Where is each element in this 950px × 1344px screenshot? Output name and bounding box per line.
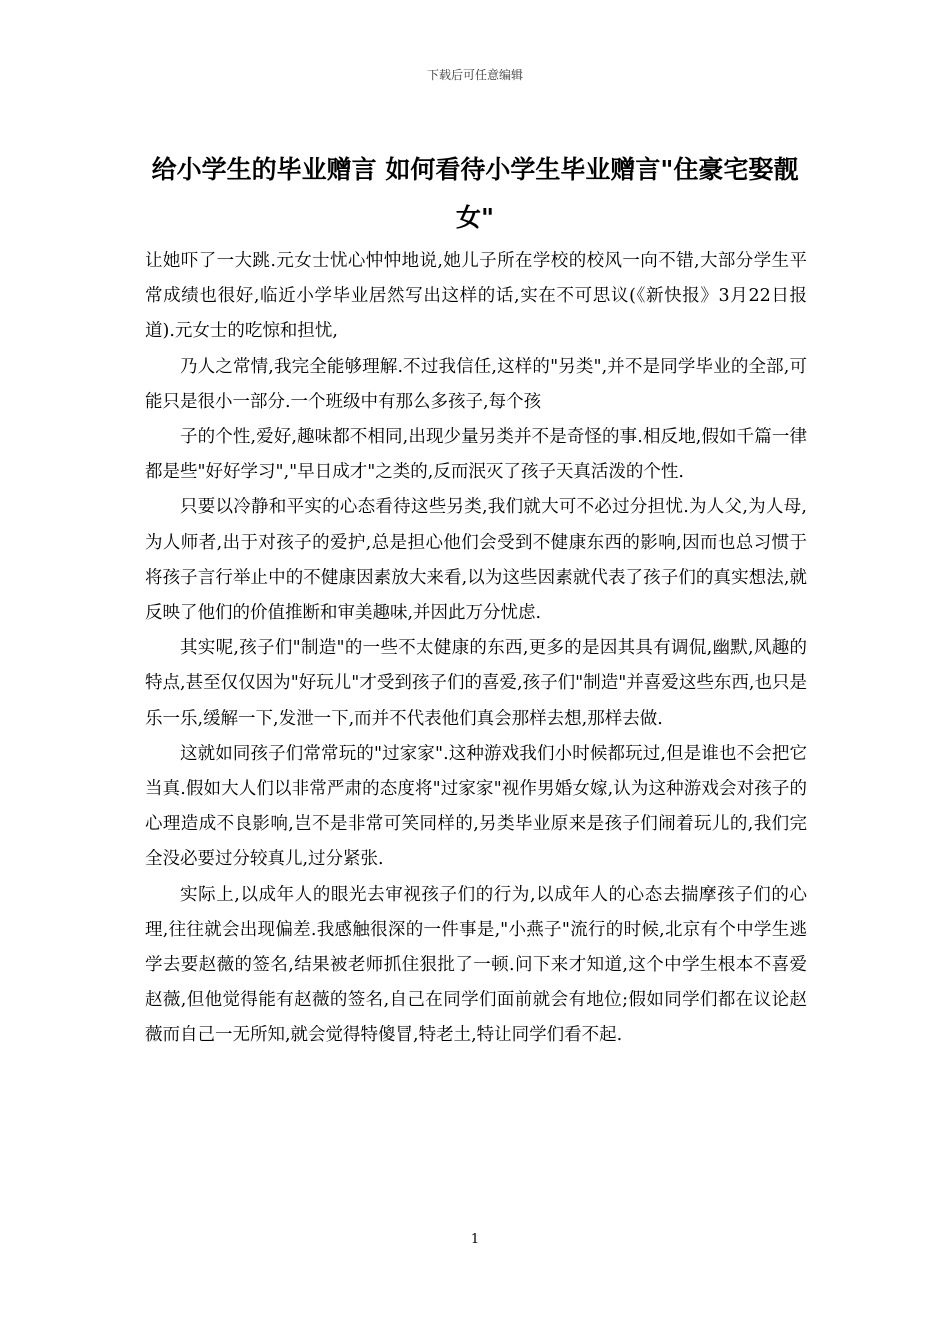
paragraph-5: 其实呢,孩子们"制造"的一些不太健康的东西,更多的是因其具有调侃,幽默,风趣的特点,甚至仅仅因为"好玩儿"才受到孩子们的喜爱,孩子们"制造"并喜爱这些东西,也只是乐一乐,缓解一下,发泄一下,而并不代表他们真会那样去想,那样去做. [145, 638, 807, 729]
paragraph-3: 子的个性,爱好,趣味都不相同,出现少量另类并不是奇怪的事.相反地,假如千篇一律都是些"好好学习","早日成才"之类的,反而泯灭了孩子天真活泼的个性. [145, 427, 807, 483]
paragraph-4: 只要以冷静和平实的心态看待这些另类,我们就大可不必过分担忧.为人父,为人母,为人师者,出于对孩子的爱护,总是担心他们会受到不健康东西的影响,因而也总习惯于将孩子言行举止中的不健康因素放大来看,以为这些因素就代表了孩子们的真实想法,就反映了他们的价值推断和审美趣味,并因此万分忧虑. [145, 497, 807, 624]
paragraph-7: 实际上,以成年人的眼光去审视孩子们的行为,以成年人的心态去揣摩孩子们的心理,往往就会出现偏差.我感触很深的一件事是,"小燕子"流行的时候,北京有个中学生逃学去要赵薇的签名,结果被老师抓住狠批了一顿.问下来才知道,这个中学生根本不喜爱赵薇,但他觉得能有赵薇的签名,自己在同学们面前就会有地位;假如同学们都在议论赵薇而自己一无所知,就会觉得特傻冒,特老土,特让同学们看不起. [145, 884, 807, 1046]
paragraph-6: 这就如同孩子们常常玩的"过家家".这种游戏我们小时候都玩过,但是谁也不会把它当真.假如大人们以非常严肃的态度将"过家家"视作男婚女嫁,认为这种游戏会对孩子的心理造成不良影响,岂不是非常可笑同样的,另类毕业原来是孩子们闹着玩儿的,我们完全没必要过分较真儿,过分紧张. [145, 743, 807, 870]
document-title: 给小学生的毕业赠言 如何看待小学生毕业赠言"住豪宅娶靓女" [151, 155, 799, 232]
page-number: 1 [470, 1232, 480, 1247]
paragraph-1: 让她吓了一大跳.元女士忧心忡忡地说,她儿子所在学校的校风一向不错,大部分学生平常成绩也很好,临近小学毕业居然写出这样的话,实在不可思议(《新快报》3月22日报道).元女士的吃惊和担忧, [145, 251, 807, 342]
document-body [145, 244, 807, 1054]
header-note: 下载后可任意编辑 [426, 68, 523, 82]
paragraph-2: 乃人之常情,我完全能够理解.不过我信任,这样的"另类",并不是同学毕业的全部,可能只是很小一部分.一个班级中有那么多孩子,每个孩 [145, 356, 807, 412]
